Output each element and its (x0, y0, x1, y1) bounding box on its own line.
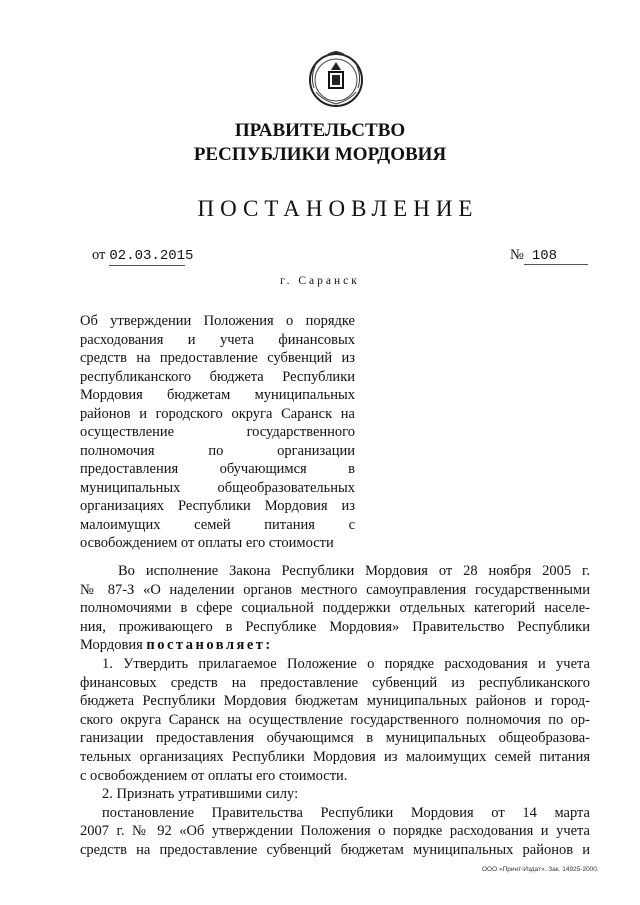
date-value: 02.03.2015 (109, 248, 194, 264)
body-line: 2. Признать утратившими силу: (102, 786, 299, 803)
body-line: ганизации предоставления обучающимся в муниципальных общеобразова- (80, 730, 590, 747)
title-line: организациях Республики Мордовия из (80, 498, 355, 514)
resolves-keyword: постановляет: (146, 637, 273, 654)
body-line: средств на предоставление субвенций бюджетам муниципальных районов и (80, 841, 590, 858)
title-line: полномочия по организации (80, 442, 355, 459)
body-line: ского округа Саранск на осуществление государственного полномочия по ор- (80, 711, 590, 728)
body-line: Во исполнение Закона Республики Мордовия от 28 ноября 2005 г. (118, 563, 590, 579)
decree-body (80, 562, 590, 860)
print-mark: ООО «Принт-Издат». Зак. 14925-2000. (482, 866, 599, 873)
date-label: от (92, 247, 106, 263)
body-line: бюджета Республики Мордовия бюджетам муниципальных районов и город- (80, 693, 590, 710)
body-line: 1. Утвердить прилагаемое Положение о порядке расходования и учета (102, 655, 590, 672)
number-line (510, 247, 588, 265)
coat-of-arms-emblem (300, 42, 372, 114)
title-line: расходования и учета финансовых (80, 331, 355, 348)
body-line: с освобождением от оплаты его стоимости. (80, 767, 348, 784)
title-line: муниципальных общеобразовательных (80, 479, 355, 496)
title-line: освобождением от оплаты его стоимости (80, 535, 334, 551)
body-text: Мордовия (80, 637, 147, 654)
title-line: районов и городского округа Саранск на (80, 405, 355, 422)
body-line: ния, проживающего в Республике Мордовия» Правительство Республики (80, 618, 590, 635)
title-line: Об утверждении Положения о порядке (80, 313, 355, 329)
government-name-line1: ПРАВИТЕЛЬСТВО (234, 120, 406, 141)
title-line: республиканского бюджета Республики (80, 368, 355, 385)
title-line: средств на предоставление субвенций из (80, 350, 355, 366)
title-line: Мордовия бюджетам муниципальных (80, 387, 355, 403)
title-line: осуществление государственного (80, 424, 355, 440)
body-line: финансовых средств на предоставление субвенций из республиканского (80, 674, 590, 691)
body-line: 2007 г. № 92 «Об утверждении Положения о порядке расходования и учета (80, 823, 590, 840)
city-name: г. Саранск (280, 275, 360, 287)
body-line: № 87-З «О наделении органов местного самоуправления государственными (80, 581, 590, 598)
body-line (80, 636, 590, 655)
body-line: полномочиями в сфере социальной поддержки отдельных категорий населе- (80, 600, 590, 617)
title-line: предоставления обучающимся в (80, 461, 355, 477)
number-label: № (510, 247, 524, 263)
decree-title (80, 312, 355, 553)
body-line: постановление Правительства Республики Мордовия от 14 марта (102, 804, 590, 821)
government-name-line2: РЕСПУБЛИКИ МОРДОВИЯ (193, 144, 447, 165)
number-value: 108 (524, 248, 588, 265)
date-line (92, 247, 194, 266)
title-line: малоимущих семей питания с (80, 516, 355, 533)
body-line: тельных организациях Республики Мордовия из малоимущих семей питания (80, 748, 590, 765)
document-type-title: ПОСТАНОВЛЕНИЕ (197, 196, 479, 221)
